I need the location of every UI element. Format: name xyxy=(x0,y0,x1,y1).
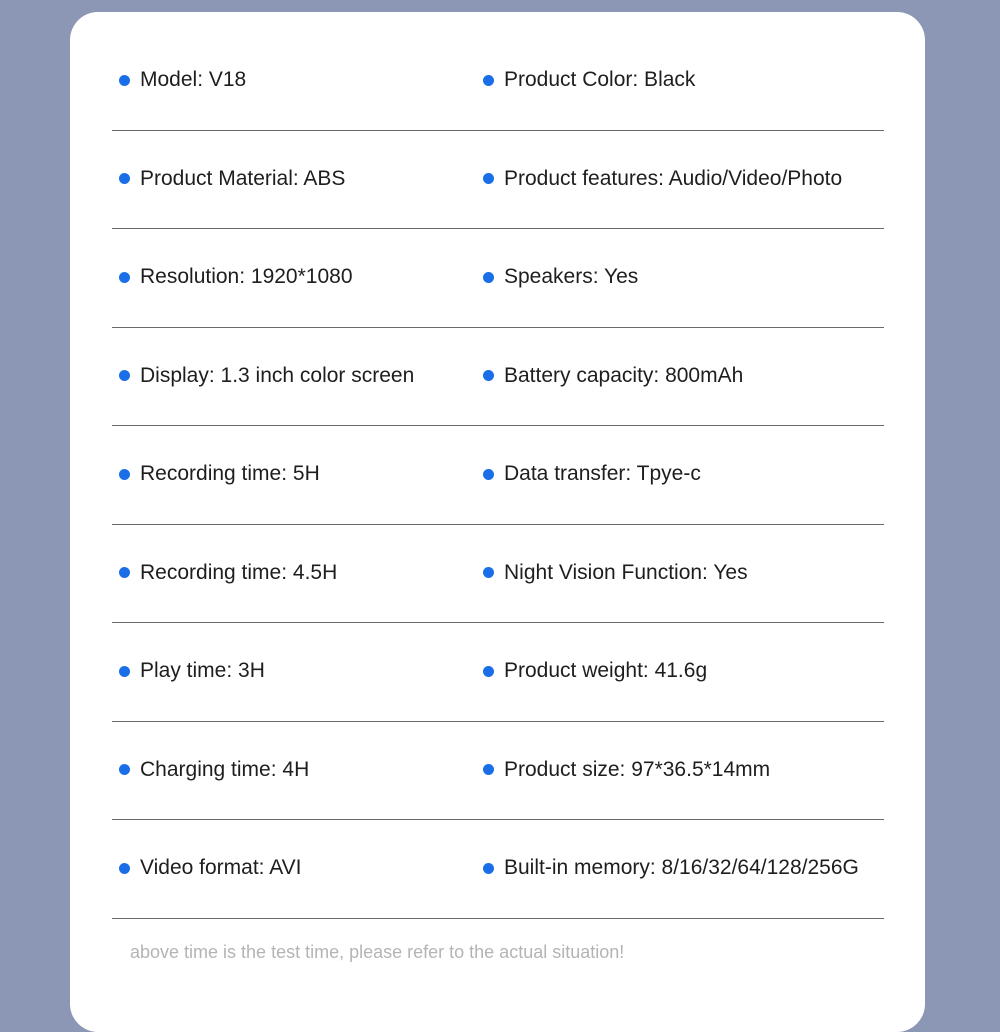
bullet-icon xyxy=(119,567,130,578)
spec-item xyxy=(483,856,859,880)
spec-text: Product Material: ABS xyxy=(140,166,346,190)
spec-item xyxy=(119,167,345,191)
bullet-icon xyxy=(119,272,130,283)
spec-text: Model: V18 xyxy=(140,68,247,91)
spec-text: Speakers: Yes xyxy=(504,265,639,288)
spec-row xyxy=(112,820,884,919)
spec-text: Recording time: 5H xyxy=(140,462,320,485)
bullet-icon xyxy=(483,173,494,184)
spec-text: Battery capacity: 800mAh xyxy=(504,363,744,387)
spec-item xyxy=(483,659,707,683)
spec-item xyxy=(119,68,246,92)
spec-text: Recording time: 4.5H xyxy=(140,560,338,584)
spec-item xyxy=(119,856,301,880)
bullet-icon xyxy=(483,567,494,578)
bullet-icon xyxy=(119,764,130,775)
bullet-icon xyxy=(483,666,494,677)
spec-item xyxy=(483,758,770,782)
spec-row xyxy=(112,32,884,131)
bullet-icon xyxy=(119,666,130,677)
spec-row xyxy=(112,229,884,328)
bullet-icon xyxy=(483,272,494,283)
bullet-icon xyxy=(119,863,130,874)
spec-row xyxy=(112,328,884,427)
spec-text: Data transfer: Tpye-c xyxy=(504,462,701,485)
spec-item xyxy=(119,758,309,782)
bullet-icon xyxy=(483,764,494,775)
spec-row xyxy=(112,525,884,624)
spec-text: Built-in memory: 8/16/32/64/128/256G xyxy=(504,856,859,879)
bullet-icon xyxy=(483,469,494,480)
bullet-icon xyxy=(483,75,494,86)
spec-table xyxy=(112,32,884,919)
spec-item xyxy=(119,265,353,289)
bullet-icon xyxy=(119,75,130,86)
spec-item xyxy=(119,659,265,683)
spec-row xyxy=(112,131,884,230)
spec-item xyxy=(483,364,743,388)
spec-item xyxy=(483,561,748,585)
bullet-icon xyxy=(119,370,130,381)
spec-item xyxy=(483,462,701,486)
bullet-icon xyxy=(483,370,494,381)
bullet-icon xyxy=(483,863,494,874)
spec-text: Night Vision Function: Yes xyxy=(504,560,748,584)
spec-text: Product Color: Black xyxy=(504,68,696,91)
spec-item xyxy=(483,68,695,92)
spec-text: Product features: Audio/Video/Photo xyxy=(504,166,843,190)
spec-text: Resolution: 1920*1080 xyxy=(140,265,353,288)
spec-item xyxy=(483,265,638,289)
spec-item xyxy=(119,364,414,388)
spec-item xyxy=(483,167,842,191)
spec-text: Play time: 3H xyxy=(140,659,265,682)
bullet-icon xyxy=(119,469,130,480)
spec-item xyxy=(119,462,320,486)
spec-text: Product size: 97*36.5*14mm xyxy=(504,757,771,781)
spec-text: Charging time: 4H xyxy=(140,757,310,781)
spec-row xyxy=(112,426,884,525)
spec-row xyxy=(112,722,884,821)
spec-item xyxy=(119,561,337,585)
bullet-icon xyxy=(119,173,130,184)
spec-row xyxy=(112,623,884,722)
spec-text: Product weight: 41.6g xyxy=(504,659,708,682)
footnote: above time is the test time, please refer to the actual situation! xyxy=(130,942,625,962)
spec-text: Video format: AVI xyxy=(140,856,302,879)
spec-text: Display: 1.3 inch color screen xyxy=(140,363,415,387)
